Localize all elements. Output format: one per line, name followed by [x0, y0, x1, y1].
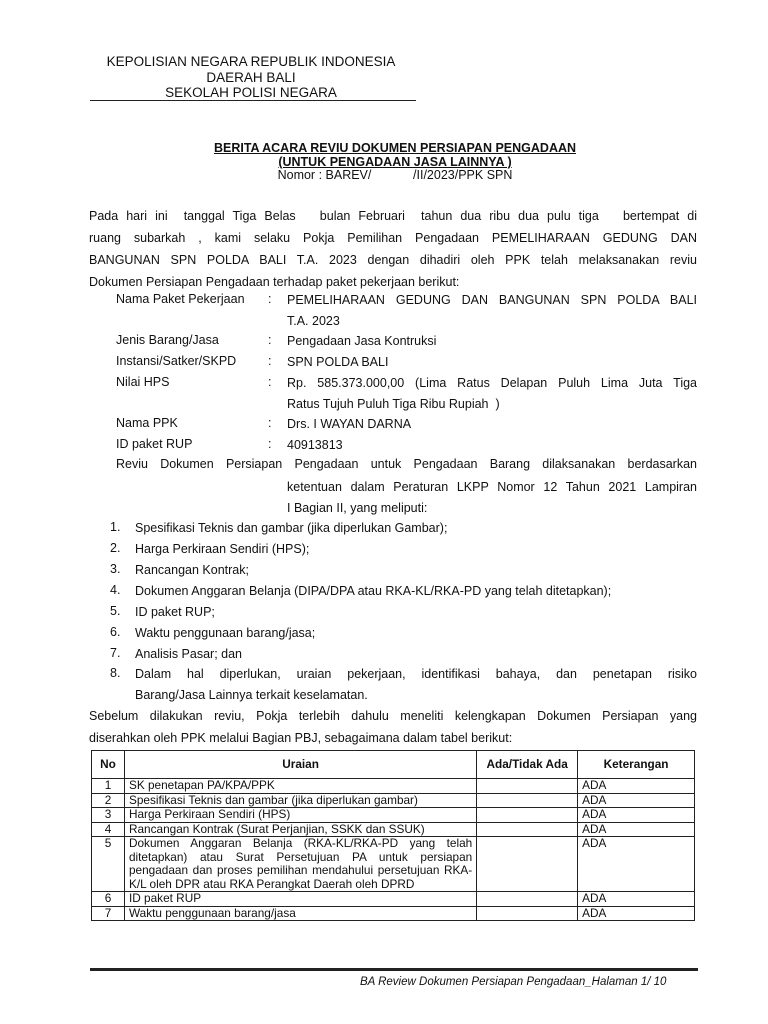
- intro-line: Dokumen Persiapan Pengadaan terhadap paket pekerjaan berikut:: [89, 275, 460, 289]
- list-item: [135, 581, 697, 602]
- cell-ada: [477, 822, 578, 837]
- intro-line: BANGUNAN SPN POLDA BALI T.A. 2023 dengan dihadiri oleh PPK telah melaksanakan reviu: [89, 253, 697, 267]
- label-ppk: Nama PPK: [116, 416, 178, 430]
- list-item-text: Waktu penggunaan barang/jasa;: [135, 626, 316, 640]
- footer-rule: [90, 968, 698, 971]
- value-jenis: Pengadaan Jasa Kontruksi: [287, 334, 437, 348]
- cell-uraian: Harga Perkiraan Sendiri (HPS): [124, 808, 476, 823]
- cell-keterangan: ADA: [578, 837, 695, 892]
- table-row: [92, 779, 695, 794]
- label-jenis: Jenis Barang/Jasa: [116, 333, 219, 347]
- cell-ada: [477, 837, 578, 892]
- colon: :: [268, 354, 272, 368]
- intro-line: ruang subarkah , kami selaku Pokja Pemilihan Pengadaan PEMELIHARAAN GEDUNG DAN: [89, 231, 697, 245]
- value-rup: 40913813: [287, 438, 343, 452]
- value-line: PEMELIHARAAN GEDUNG DAN BANGUNAN SPN POLDA BALI: [287, 293, 697, 307]
- colon: :: [268, 375, 272, 389]
- list-item-text: Dalam hal diperlukan, uraian pekerjaan, identifikasi bahaya, dan penetapan risiko: [135, 667, 697, 681]
- colon: :: [268, 416, 272, 430]
- value-line: Ratus Tujuh Puluh Tiga Ribu Rupiah ): [287, 397, 500, 411]
- list-number: 4.: [110, 583, 121, 597]
- table-row: [92, 793, 695, 808]
- value-line: Rp. 585.373.000,00 (Lima Ratus Delapan Puluh Lima Juta Tiga: [287, 376, 697, 390]
- label-nama-paket: Nama Paket Pekerjaan: [116, 292, 245, 306]
- cell-ada: [477, 892, 578, 907]
- page-footer: BA Review Dokumen Persiapan Pengadaan_Halaman 1/ 10: [360, 976, 667, 988]
- cell-no: 5: [92, 837, 125, 892]
- table-row: [92, 808, 695, 823]
- list-item: [135, 644, 697, 665]
- list-item-text: Dokumen Anggaran Belanja (DIPA/DPA atau RKA-KL/RKA-PD yang telah ditetapkan);: [135, 584, 612, 598]
- list-item: [135, 664, 697, 706]
- cell-uraian: Waktu penggunaan barang/jasa: [124, 906, 476, 921]
- value-line: T.A. 2023: [287, 314, 340, 328]
- list-item-text: ID paket RUP;: [135, 605, 215, 619]
- sebelum-line: Sebelum dilakukan reviu, Pokja terlebih dahulu meneliti kelengkapan Dokumen Persiapan yang: [89, 709, 697, 723]
- list-number: 7.: [110, 646, 121, 660]
- label-hps: Nilai HPS: [116, 375, 170, 389]
- cell-no: 2: [92, 793, 125, 808]
- cell-ada: [477, 779, 578, 794]
- cell-keterangan: ADA: [578, 892, 695, 907]
- table-row: [92, 822, 695, 837]
- header-rule: [90, 100, 416, 101]
- label-rup: ID paket RUP: [116, 437, 193, 451]
- cell-uraian: Rancangan Kontrak (Surat Perjanjian, SSKK dan SSUK): [124, 822, 476, 837]
- header-keterangan: Keterangan: [578, 751, 695, 779]
- colon: :: [268, 333, 272, 347]
- value-hps: [287, 373, 697, 415]
- cell-ada: [477, 906, 578, 921]
- header-no: No: [92, 751, 125, 779]
- list-item-text: Analisis Pasar; dan: [135, 647, 243, 661]
- colon: :: [268, 292, 272, 306]
- reviu-line: ketentuan dalam Peraturan LKPP Nomor 12 Tahun 2021 Lampiran: [287, 480, 697, 494]
- cell-keterangan: ADA: [578, 906, 695, 921]
- table-row: [92, 892, 695, 907]
- list-item-text: Rancangan Kontrak;: [135, 563, 249, 577]
- cell-ada: [477, 793, 578, 808]
- value-nama-paket: [287, 290, 697, 332]
- doc-title: BERITA ACARA REVIU DOKUMEN PERSIAPAN PENGADAAN: [213, 141, 577, 155]
- value-ppk: Drs. I WAYAN DARNA: [287, 417, 412, 431]
- cell-no: 4: [92, 822, 125, 837]
- list-number: 5.: [110, 604, 121, 618]
- cell-ada: [477, 808, 578, 823]
- doc-subtitle: (UNTUK PENGADAAN JASA LAINNYA ): [278, 155, 512, 169]
- table-row: [92, 837, 695, 892]
- cell-no: 6: [92, 892, 125, 907]
- cell-uraian: Spesifikasi Teknis dan gambar (jika diperlukan gambar): [124, 793, 476, 808]
- header-uraian: Uraian: [124, 751, 476, 779]
- list-number: 8.: [110, 666, 121, 680]
- list-item-text: Barang/Jasa Lainnya terkait keselamatan.: [135, 688, 368, 702]
- cell-keterangan: ADA: [578, 808, 695, 823]
- label-instansi: Instansi/Satker/SKPD: [116, 354, 237, 368]
- list-number: 6.: [110, 625, 121, 639]
- sebelum-paragraph: [89, 705, 697, 749]
- list-item: [135, 518, 697, 539]
- intro-paragraph: [89, 205, 697, 293]
- cell-uraian: SK penetapan PA/KPA/PPK: [124, 779, 476, 794]
- list-item: [135, 560, 697, 581]
- org-unit: SEKOLAH POLISI NEGARA: [165, 85, 337, 100]
- list-item-text: Spesifikasi Teknis dan gambar (jika diperlukan Gambar);: [135, 521, 448, 535]
- cell-no: 3: [92, 808, 125, 823]
- sebelum-line: diserahkan oleh PPK melalui Bagian PBJ, sebagaimana dalam tabel berikut:: [89, 731, 513, 745]
- cell-no: 1: [92, 779, 125, 794]
- list-item: [135, 602, 697, 623]
- list-item-text: Harga Perkiraan Sendiri (HPS);: [135, 542, 310, 556]
- list-number: 3.: [110, 562, 121, 576]
- table-header-row: [92, 751, 695, 779]
- cell-uraian: ID paket RUP: [124, 892, 476, 907]
- intro-line: Pada hari ini tanggal Tiga Belas bulan Februari tahun dua ribu dua pulu tiga bertempat di: [89, 209, 697, 223]
- value-instansi: SPN POLDA BALI: [287, 355, 389, 369]
- cell-keterangan: ADA: [578, 822, 695, 837]
- reviu-line: I Bagian II, yang meliputi:: [287, 501, 428, 515]
- list-item: [135, 623, 697, 644]
- table-row: [92, 906, 695, 921]
- cell-uraian: Dokumen Anggaran Belanja (RKA-KL/RKA-PD yang telah ditetapkan) atau Surat Persetujuan PA untuk persiapan pengadaan dan proses pemilihan mendahului persetujuan RKA-K/L oleh DPR atau RKA Perangkat Daerah oleh DPRD: [124, 837, 476, 892]
- list-number: 2.: [110, 541, 121, 555]
- list-number: 1.: [110, 520, 121, 534]
- colon: :: [268, 437, 272, 451]
- document-checklist-table: [91, 750, 695, 921]
- cell-keterangan: ADA: [578, 793, 695, 808]
- reviu-line: Reviu Dokumen Persiapan Pengadaan untuk Pengadaan Barang dilaksanakan berdasarkan: [116, 457, 697, 471]
- header-ada: Ada/Tidak Ada: [477, 751, 578, 779]
- org-region: DAERAH BALI: [206, 70, 296, 85]
- doc-number: Nomor : BAREV/ /II/2023/PPK SPN: [277, 168, 513, 182]
- cell-keterangan: ADA: [578, 779, 695, 794]
- list-item: [135, 539, 697, 560]
- org-name: KEPOLISIAN NEGARA REPUBLIK INDONESIA: [106, 54, 396, 69]
- cell-no: 7: [92, 906, 125, 921]
- reviu-continuation: [287, 477, 697, 519]
